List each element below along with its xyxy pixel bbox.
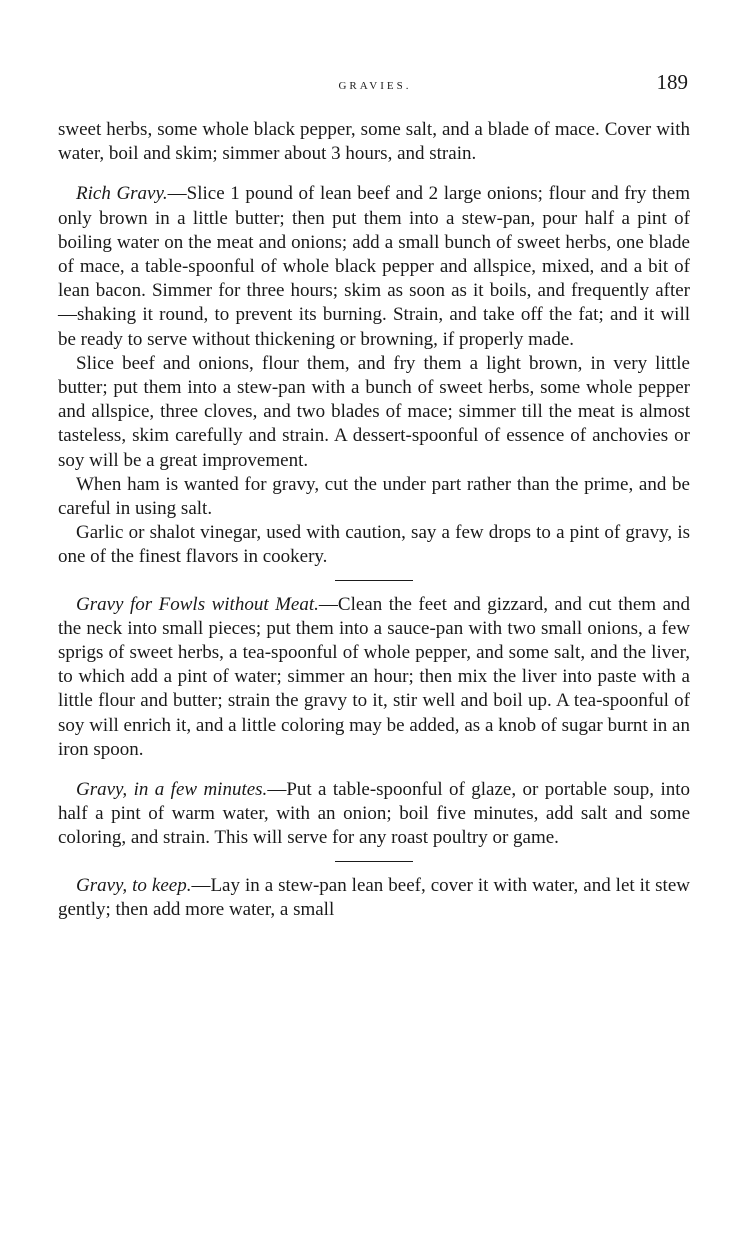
- recipe-title: Gravy, in a few minutes.: [76, 779, 268, 801]
- section-divider: [335, 580, 413, 581]
- recipe-gravy-to-keep: [58, 874, 690, 922]
- section-divider: [335, 861, 413, 862]
- page-number: 189: [656, 70, 688, 94]
- paragraph-beef-onions: Slice beef and onions, flour them, and fry them a light brown, in very little butter; put them into a stew-pan with a bunch of sweet herbs, some whole pepper and allspice, three cloves, and two blades of mace; simmer till the meat is almost tasteless, skim carefully and strain. A dessert-spoonful of essence of anchovies or soy will be a great improvement.: [58, 352, 690, 471]
- page-body: [58, 118, 690, 922]
- paragraph-ham: When ham is wanted for gravy, cut the under part rather than the prime, and be careful in using salt.: [58, 473, 690, 520]
- running-title: GRAVIES.: [338, 80, 412, 92]
- recipe-body: —Put a table-spoonful of glaze, or portable soup, into half a pint of warm water, with an onion; boil five minutes, add salt and some coloring, and strain. This will serve for any roast poultry or game.: [58, 779, 690, 849]
- paragraph-continued: sweet herbs, some whole black pepper, some salt, and a blade of mace. Cover with water, boil and skim; simmer about 3 hours, and strain.: [58, 119, 690, 165]
- recipe-body: —Slice 1 pound of lean beef and 2 large onions; flour and fry them only brown in a little butter; then put them into a stew-pan, pour half a pint of boiling water on the meat and onions; add a small bunch of sweet herbs, one blade of mace, a table-spoonful of whole black pepper and allspice, mixed, and a bit of lean bacon. Simmer for three hours; skim as soon as it boils, and frequently after—shaking it round, to prevent its burning. Strain, and take off the fat; and it will be ready to serve without thickening or browning, if properly made.: [58, 183, 690, 350]
- recipe-title: Rich Gravy.: [76, 183, 168, 205]
- recipe-gravy-fowls: [58, 593, 690, 762]
- recipe-body: —Clean the feet and gizzard, and cut them and the neck into small pieces; put them into a sauce-pan with two small onions, a few sprigs of sweet herbs, a tea-spoonful of whole pepper, and some salt, and the liver, to which add a pint of water; simmer an hour; then mix the liver into paste with a little flour and butter; strain the gravy to it, stir well and boil up. A tea-spoonful of soy will enrich it, and a little coloring may be added, as a knob of sugar burnt in an iron spoon.: [58, 593, 690, 760]
- recipe-gravy-few-minutes: [58, 778, 690, 851]
- paragraph-garlic: Garlic or shalot vinegar, used with caution, say a few drops to a pint of gravy, is one of the finest flavors in cookery.: [58, 522, 690, 568]
- recipe-body: —Lay in a stew-pan lean beef, cover it with water, and let it stew gently; then add more water, a small: [58, 874, 690, 920]
- recipe-rich-gravy: [58, 182, 690, 351]
- recipe-title: Gravy for Fowls without Meat.: [76, 593, 319, 615]
- recipe-title: Gravy, to keep.: [76, 874, 192, 896]
